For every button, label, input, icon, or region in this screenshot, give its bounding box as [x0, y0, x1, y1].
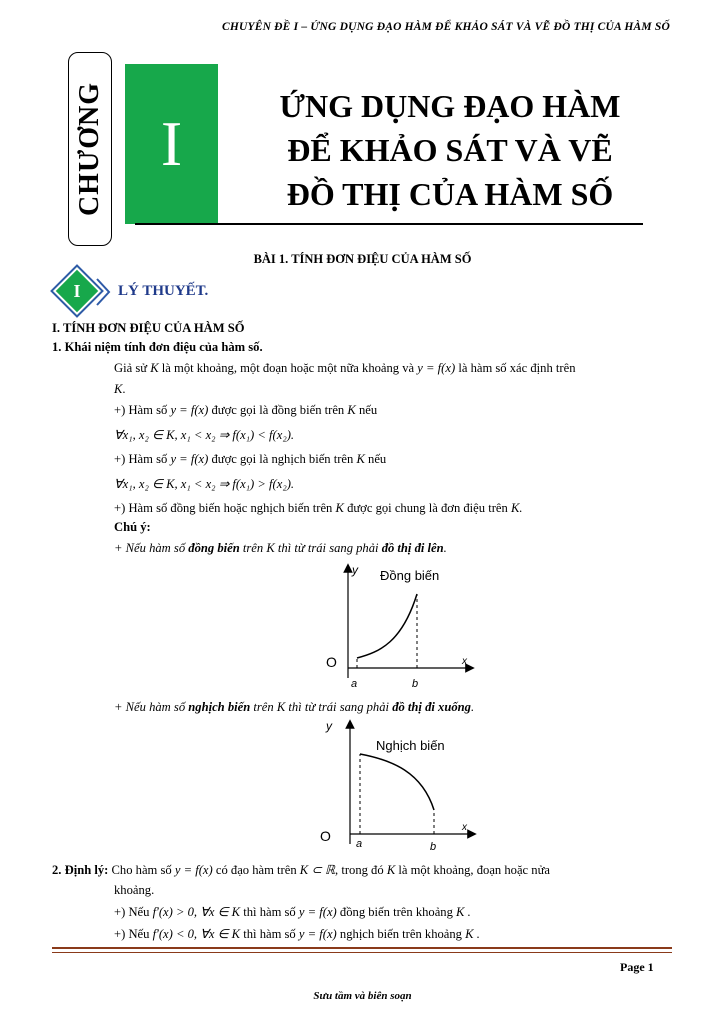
- section-badge-number: I: [73, 281, 81, 301]
- footer-credit: Sưu tầm và biên soạn: [313, 990, 412, 1002]
- paragraph-decreasing: +) Hàm số y = f(x) được gọi là nghịch biến trên K nếu: [114, 452, 387, 466]
- running-header: CHUYÊN ĐỀ I – ỨNG DỤNG ĐẠO HÀM ĐỂ KHẢO SÁT VÀ VẼ ĐỒ THỊ CỦA HÀM SỐ: [221, 21, 670, 33]
- x-axis-label: x: [462, 822, 467, 833]
- origin-label: O: [320, 828, 331, 844]
- title-underline: [135, 223, 643, 225]
- b-label: b: [412, 678, 419, 690]
- paragraph-assume-cont: K.: [114, 382, 126, 396]
- paragraph-increasing: +) Hàm số y = f(x) được gọi là đồng biến trên K nếu: [114, 403, 378, 417]
- y-axis-label: y: [326, 719, 332, 733]
- heading-definition: 1. Khái niệm tính đơn điệu của hàm số.: [52, 340, 263, 354]
- note-label: Chú ý:: [114, 520, 151, 534]
- formula-decreasing: ∀x₁, x₂ ∈ K, x₁ < x₂ ⇒ f(x₁) > f(x₂).: [114, 477, 295, 491]
- theorem-line-2: khoảng.: [114, 883, 155, 897]
- graph-increasing: [320, 560, 480, 695]
- theorem-decreasing: +) Nếu f′(x) < 0, ∀x ∈ K thì hàm số y = f(x) nghịch biến trên khoảng K .: [114, 927, 480, 941]
- x-axis-label: x: [462, 656, 467, 667]
- increasing-curve: [357, 594, 417, 658]
- formula-increasing: ∀x₁, x₂ ∈ K, x₁ < x₂ ⇒ f(x₁) < f(x₂).: [114, 428, 295, 442]
- heading-monotonicity: I. TÍNH ĐƠN ĐIỆU CỦA HÀM SỐ: [52, 321, 245, 335]
- origin-label: O: [326, 654, 337, 670]
- lesson-title: BÀI 1. TÍNH ĐƠN ĐIỆU CỦA HÀM SỐ: [253, 252, 472, 266]
- a-label: a: [351, 678, 358, 690]
- chapter-title-line-2: ĐỂ KHẢO SÁT VÀ VẼ: [287, 132, 613, 168]
- chapter-title: [235, 84, 665, 216]
- paragraph-assume: Giả sử K là một khoảng, một đoạn hoặc một nữa khoảng và y = f(x) là hàm số xác định trên: [114, 361, 576, 375]
- b-label: b: [430, 841, 437, 853]
- y-axis-label: y: [352, 563, 358, 577]
- chapter-title-line-1: ỨNG DỤNG ĐẠO HÀM: [279, 88, 621, 124]
- chapter-label-box: [68, 52, 112, 246]
- chapter-title-line-3: ĐỒ THỊ CỦA HÀM SỐ: [286, 176, 614, 212]
- chevron-right-icon: [94, 276, 114, 308]
- note-increasing: + Nếu hàm số đồng biến trên K thì từ trái sang phải đồ thị đi lên.: [114, 541, 447, 555]
- paragraph-monotone: +) Hàm số đồng biến hoặc nghịch biến trên K được gọi chung là đơn điệu trên K.: [114, 501, 523, 515]
- chapter-number: I: [125, 64, 218, 224]
- graph-decreasing: [312, 716, 482, 856]
- footer-rule: [52, 947, 672, 949]
- theorem-line-1: 2. Định lý: Cho hàm số y = f(x) có đạo hàm trên K ⊂ ℝ, trong đó K là một khoảng, đoạn hoặc nửa: [52, 863, 550, 877]
- a-label: a: [356, 838, 363, 850]
- page-number: Page 1: [620, 960, 654, 974]
- note-decreasing: + Nếu hàm số nghịch biến trên K thì từ trái sang phải đồ thị đi xuống.: [114, 700, 475, 714]
- chapter-word: CHƯƠNG: [74, 81, 105, 217]
- footer-rule-thin: [52, 952, 672, 953]
- graph-title: Nghịch biến: [376, 738, 445, 753]
- graph-title: Đồng biến: [380, 568, 440, 583]
- theorem-increasing: +) Nếu f′(x) > 0, ∀x ∈ K thì hàm số y = f(x) đồng biến trên khoảng K .: [114, 905, 471, 919]
- section-label: LÝ THUYẾT.: [118, 283, 209, 299]
- decreasing-curve: [360, 754, 434, 810]
